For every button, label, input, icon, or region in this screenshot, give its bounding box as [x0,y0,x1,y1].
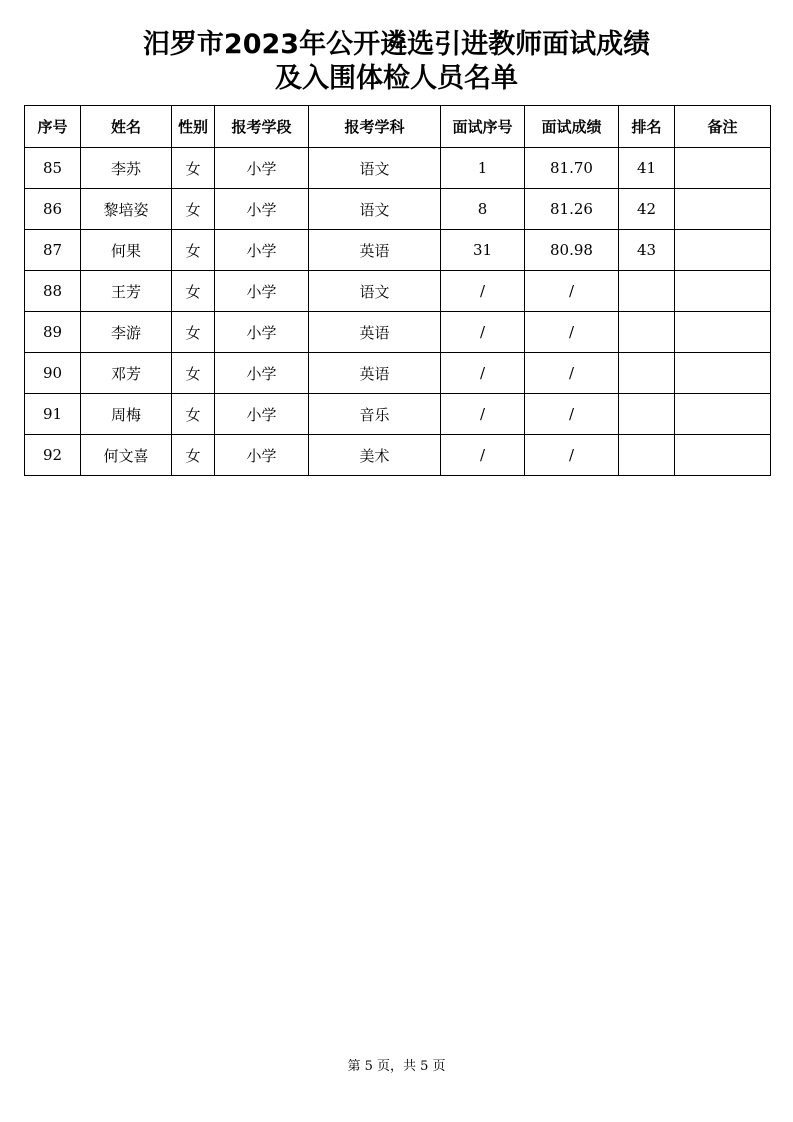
cell-gender: 女 [172,353,215,394]
table-row [25,189,771,230]
table-header-row [25,106,771,148]
cell-interview-no: / [441,394,525,435]
cell-remark [675,230,771,271]
cell-score: / [525,312,619,353]
header-score: 面试成绩 [525,106,619,148]
cell-gender: 女 [172,394,215,435]
cell-rank [619,312,675,353]
cell-stage: 小学 [215,230,309,271]
table-row [25,230,771,271]
cell-gender: 女 [172,148,215,189]
cell-remark [675,271,771,312]
cell-rank [619,394,675,435]
cell-interview-no: 31 [441,230,525,271]
page-footer: 第 5 页，共 5 页 [347,1059,446,1074]
cell-name: 黎培姿 [81,189,172,230]
cell-remark [675,435,771,476]
table-row [25,353,771,394]
cell-subject: 英语 [309,230,441,271]
cell-subject: 音乐 [309,394,441,435]
cell-stage: 小学 [215,394,309,435]
cell-score: / [525,271,619,312]
cell-score: / [525,353,619,394]
cell-gender: 女 [172,435,215,476]
cell-subject: 英语 [309,312,441,353]
table-row [25,148,771,189]
cell-seq: 90 [25,353,81,394]
cell-name: 邓芳 [81,353,172,394]
cell-name: 周梅 [81,394,172,435]
cell-score: 81.26 [525,189,619,230]
header-subject: 报考学科 [309,106,441,148]
header-stage: 报考学段 [215,106,309,148]
cell-rank [619,435,675,476]
header-name: 姓名 [81,106,172,148]
cell-gender: 女 [172,230,215,271]
header-interview-no: 面试序号 [441,106,525,148]
cell-stage: 小学 [215,353,309,394]
cell-subject: 语文 [309,148,441,189]
cell-name: 李苏 [81,148,172,189]
cell-seq: 88 [25,271,81,312]
cell-seq: 87 [25,230,81,271]
document-title-line1: 汨罗市2023年公开遴选引进教师面试成绩 [142,29,651,60]
cell-subject: 英语 [309,353,441,394]
header-gender: 性别 [172,106,215,148]
cell-score: 80.98 [525,230,619,271]
cell-rank: 41 [619,148,675,189]
cell-seq: 85 [25,148,81,189]
cell-remark [675,394,771,435]
cell-gender: 女 [172,271,215,312]
table-row [25,312,771,353]
cell-remark [675,148,771,189]
table-row [25,271,771,312]
cell-interview-no: / [441,312,525,353]
cell-name: 王芳 [81,271,172,312]
cell-seq: 86 [25,189,81,230]
cell-subject: 语文 [309,271,441,312]
cell-rank: 42 [619,189,675,230]
cell-remark [675,189,771,230]
cell-seq: 91 [25,394,81,435]
cell-stage: 小学 [215,189,309,230]
cell-rank [619,271,675,312]
cell-name: 何文喜 [81,435,172,476]
cell-stage: 小学 [215,312,309,353]
cell-subject: 美术 [309,435,441,476]
cell-interview-no: / [441,435,525,476]
cell-gender: 女 [172,312,215,353]
table-row [25,394,771,435]
cell-score: / [525,435,619,476]
table-row [25,435,771,476]
cell-interview-no: / [441,353,525,394]
cell-stage: 小学 [215,435,309,476]
cell-seq: 89 [25,312,81,353]
document-title-line2: 及入围体检人员名单 [275,63,518,94]
cell-interview-no: 8 [441,189,525,230]
header-remark: 备注 [675,106,771,148]
results-table [24,105,771,476]
cell-interview-no: / [441,271,525,312]
cell-rank: 43 [619,230,675,271]
cell-stage: 小学 [215,271,309,312]
cell-name: 何果 [81,230,172,271]
cell-stage: 小学 [215,148,309,189]
header-seq: 序号 [25,106,81,148]
cell-gender: 女 [172,189,215,230]
cell-score: / [525,394,619,435]
cell-name: 李游 [81,312,172,353]
cell-remark [675,353,771,394]
cell-score: 81.70 [525,148,619,189]
header-rank: 排名 [619,106,675,148]
cell-remark [675,312,771,353]
cell-subject: 语文 [309,189,441,230]
cell-interview-no: 1 [441,148,525,189]
cell-rank [619,353,675,394]
cell-seq: 92 [25,435,81,476]
